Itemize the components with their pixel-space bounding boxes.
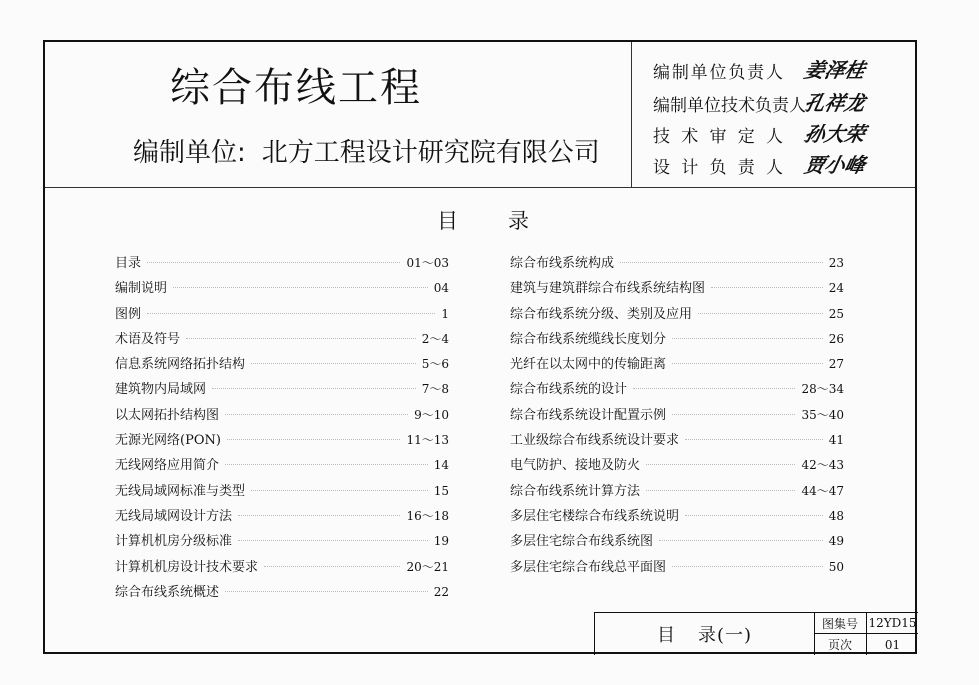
dot-leader	[685, 439, 823, 440]
toc-entry-page: 23	[828, 256, 844, 270]
toc-entry[interactable]	[510, 454, 844, 479]
page-number-label: 页次	[814, 634, 867, 655]
dot-leader	[238, 540, 428, 541]
toc-entry-page: 14	[433, 458, 449, 473]
toc-entry-title: 计算机机房设计技术要求	[115, 559, 259, 575]
dot-leader	[238, 515, 400, 516]
toc-entry[interactable]	[510, 252, 844, 277]
responsibility-label: 编 制 单 位 负 责 人	[653, 63, 783, 83]
toc-entry-title: 多层住宅综合布线总平面图	[510, 559, 667, 575]
header-vertical-divider	[631, 42, 632, 187]
toc-entry[interactable]	[510, 480, 844, 505]
toc-entry[interactable]	[115, 429, 449, 454]
dot-leader	[672, 414, 795, 415]
dot-leader	[147, 262, 400, 263]
toc-entry-page: 01～03	[406, 256, 449, 270]
toc-entry-page: 44～47	[801, 483, 844, 498]
toc-entry[interactable]	[115, 328, 449, 353]
organization-line	[133, 132, 600, 169]
responsibility-label: 设 计 负 责 人	[653, 158, 783, 178]
toc-entry-page: 41	[828, 433, 844, 448]
toc-entry-title: 建筑与建筑群综合布线系统结构图	[510, 281, 706, 297]
toc-entry-title: 综合布线系统的设计	[510, 382, 628, 398]
toc-entry-page: 7～8	[421, 382, 449, 397]
toc-entry-page: 19	[433, 534, 449, 549]
toc-entry[interactable]	[115, 454, 449, 479]
dot-leader	[672, 363, 823, 364]
atlas-number-label: 图集号	[814, 613, 867, 634]
toc-entry-title: 以太网拓扑结构图	[115, 407, 220, 423]
toc-entry-page: 49	[828, 534, 844, 549]
signature: 贾小峰	[802, 153, 868, 177]
toc-entry[interactable]	[510, 556, 844, 581]
toc-heading: 目 录	[437, 209, 529, 233]
toc-entry-page: 26	[828, 331, 844, 346]
toc-entry-title: 编制说明	[115, 281, 168, 297]
dot-leader	[698, 313, 823, 314]
toc-entry-page: 9～10	[414, 407, 449, 422]
toc-entry-title: 建筑物内局域网	[115, 382, 207, 398]
toc-entry[interactable]	[115, 581, 449, 606]
dot-leader	[711, 287, 823, 288]
drawing-frame	[43, 40, 917, 654]
dot-leader	[659, 540, 823, 541]
dot-leader	[633, 388, 795, 389]
signature: 孙大荣	[802, 122, 868, 146]
signature: 姜泽桂	[802, 58, 868, 82]
toc-entry[interactable]	[510, 404, 844, 429]
toc-entry-page: 27	[828, 357, 844, 372]
responsibility-label: 编制单位技术负责人	[653, 96, 806, 116]
toc-entry-title: 综合布线系统缆线长度划分	[510, 331, 667, 347]
toc-entry-page: 20～21	[406, 559, 449, 574]
toc-entry-title: 综合布线系统概述	[115, 584, 220, 600]
title-block	[594, 612, 918, 655]
toc-entry[interactable]	[510, 378, 844, 403]
dot-leader	[646, 490, 795, 491]
toc-entry[interactable]	[115, 252, 449, 277]
toc-entry-title: 无线局域网标准与类型	[115, 483, 246, 499]
toc-entry-title: 光纤在以太网中的传输距离	[510, 357, 667, 373]
toc-entry-title: 综合布线系统设计配置示例	[510, 407, 667, 423]
toc-entry-title: 术语及符号	[115, 331, 181, 347]
toc-entry-page: 2～4	[421, 331, 449, 346]
dot-leader	[251, 363, 416, 364]
toc-entry[interactable]	[115, 303, 449, 328]
toc-entry-title: 计算机机房分级标准	[115, 534, 233, 550]
toc-entry[interactable]	[115, 530, 449, 555]
toc-entry[interactable]	[510, 353, 844, 378]
toc-entry-page: 25	[828, 306, 844, 321]
page-number-value: 01	[884, 637, 901, 652]
dot-leader	[173, 287, 428, 288]
dot-leader	[620, 262, 823, 263]
toc-entry-page: 1	[441, 306, 449, 321]
toc-entry-title: 信息系统网络拓扑结构	[115, 357, 246, 373]
toc-entry[interactable]	[115, 480, 449, 505]
toc-entry-title: 无线局域网设计方法	[115, 508, 233, 524]
toc-entry[interactable]	[115, 556, 449, 581]
toc-entry-page: 11～13	[406, 433, 449, 448]
toc-entry[interactable]	[115, 404, 449, 429]
toc-entry-page: 22	[433, 584, 449, 599]
toc-entry-page: 48	[828, 508, 844, 523]
toc-entry-page: 35～40	[801, 407, 844, 422]
toc-entry-page: 04	[433, 281, 449, 296]
toc-entry[interactable]	[510, 505, 844, 530]
toc-entry[interactable]	[115, 277, 449, 302]
atlas-number-value: 12YD15	[867, 613, 918, 634]
dot-leader	[227, 439, 401, 440]
header-divider	[45, 187, 915, 188]
toc-entry[interactable]	[510, 530, 844, 555]
dot-leader	[251, 490, 428, 491]
toc-entry-title: 工业级综合布线系统设计要求	[510, 433, 680, 449]
toc-column-right	[510, 252, 844, 581]
toc-entry-title: 多层住宅综合布线系统图	[510, 534, 654, 550]
toc-entry-page: 24	[828, 281, 844, 296]
toc-entry-page: 50	[828, 559, 844, 574]
dot-leader	[186, 338, 416, 339]
toc-entry-page: 5～6	[421, 357, 449, 372]
organization-name: 北方工程设计研究院有限公司	[261, 138, 600, 168]
dot-leader	[225, 464, 428, 465]
title-block-title: 目 录(一)	[595, 613, 815, 655]
organization-label: 编制单位:	[133, 138, 246, 168]
toc-entry[interactable]	[115, 378, 449, 403]
toc-entry[interactable]	[510, 429, 844, 454]
dot-leader	[264, 566, 400, 567]
atlas-title: 综合布线工程	[170, 65, 422, 111]
toc-entry-title: 无源光网络(PON)	[115, 433, 221, 449]
toc-entry-title: 多层住宅楼综合布线系统说明	[510, 508, 680, 524]
toc-entry[interactable]	[510, 277, 844, 302]
toc-entry-page: 42～43	[801, 458, 844, 473]
toc-entry-title: 综合布线系统计算方法	[510, 483, 641, 499]
toc-entry-title: 目录	[115, 256, 142, 271]
toc-column-left	[115, 252, 449, 606]
toc-entry[interactable]	[510, 328, 844, 353]
dot-leader	[225, 591, 428, 592]
toc-entry-page: 15	[433, 483, 449, 498]
toc-entry[interactable]	[510, 303, 844, 328]
toc-entry-page: 16～18	[406, 508, 449, 523]
dot-leader	[212, 388, 416, 389]
dot-leader	[225, 414, 408, 415]
toc-entry-title: 综合布线系统分级、类别及应用	[510, 306, 693, 322]
toc-entry[interactable]	[115, 353, 449, 378]
dot-leader	[672, 566, 823, 567]
dot-leader	[147, 313, 435, 314]
dot-leader	[646, 464, 795, 465]
signature: 孔祥龙	[802, 91, 868, 115]
dot-leader	[672, 338, 823, 339]
toc-entry-title: 无线网络应用简介	[115, 458, 220, 474]
responsibility-label: 技 术 审 定 人	[653, 127, 783, 147]
toc-entry-title: 综合布线系统构成	[510, 256, 615, 271]
toc-entry-title: 电气防护、接地及防火	[510, 458, 641, 474]
dot-leader	[685, 515, 823, 516]
toc-entry-page: 28～34	[801, 382, 844, 397]
toc-entry[interactable]	[115, 505, 449, 530]
toc-entry-title: 图例	[115, 306, 142, 322]
